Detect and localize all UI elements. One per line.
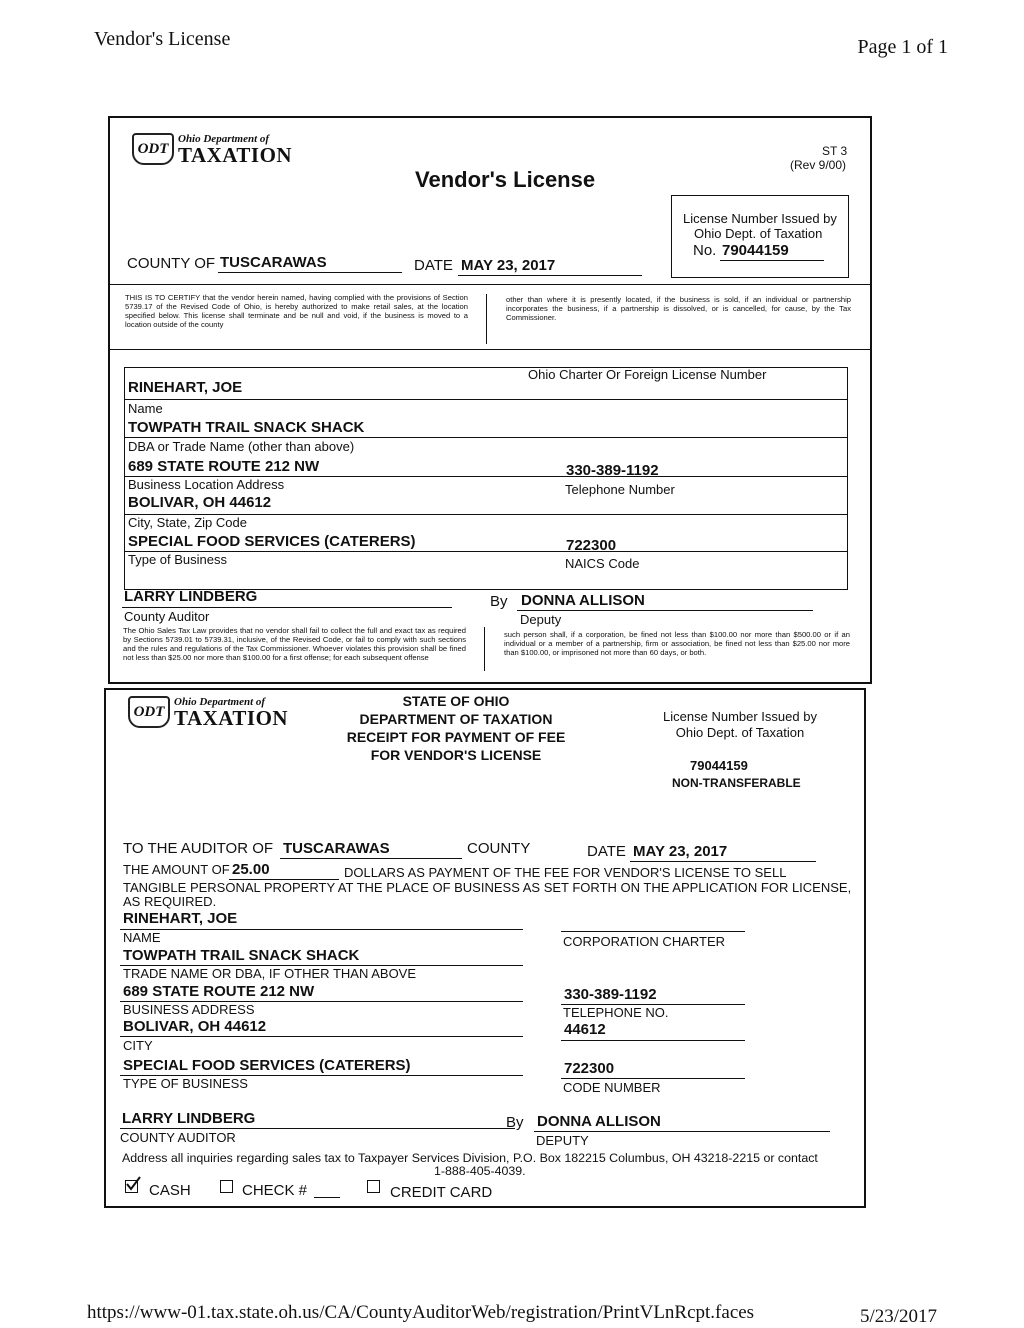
print-date: 5/23/2017 — [860, 1306, 938, 1327]
receipt-business-type-label: TYPE OF BUSINESS — [123, 1076, 248, 1091]
license-title: Vendor's License — [415, 167, 596, 192]
receipt-deputy-label: DEPUTY — [536, 1133, 589, 1148]
license-deputy: DONNA ALLISON — [521, 592, 645, 609]
form-rev: (Rev 9/00) — [790, 158, 847, 172]
receipt-auditor: LARRY LINDBERG — [122, 1110, 256, 1127]
license-name: RINEHART, JOE — [128, 379, 243, 396]
charter-label: Ohio Charter Or Foreign License Number — [528, 367, 767, 382]
receipt-code-label: CODE NUMBER — [563, 1080, 661, 1095]
county-value: TUSCARAWAS — [220, 254, 327, 271]
receipt-title-3: RECEIPT FOR PAYMENT OF FEE — [346, 729, 566, 745]
receipt-auditor-label: COUNTY AUDITOR — [120, 1130, 236, 1145]
certify-right-text: other than where it is presently located, if the business is sold, if an individual or partnership incorporates the business, if a partnership is dissolved, or is cancelled, for cause, by the Tax Commissioner. — [506, 295, 851, 322]
license-number: 79044159 — [722, 242, 789, 259]
receipt-amount-label: THE AMOUNT OF — [123, 862, 230, 877]
receipt-title-2: DEPARTMENT OF TAXATION — [359, 711, 553, 727]
receipt-county-label: COUNTY — [467, 840, 531, 857]
receipt-ohio-seal-icon: ODT — [128, 696, 170, 728]
license-auditor-label: County Auditor — [124, 609, 210, 624]
receipt-issued-2: Ohio Dept. of Taxation — [675, 725, 805, 740]
receipt-name: RINEHART, JOE — [123, 910, 238, 927]
print-title: Vendor's License — [94, 28, 231, 50]
receipt-amount: 25.00 — [232, 861, 270, 878]
license-business-type: SPECIAL FOOD SERVICES (CATERERS) — [128, 533, 416, 550]
receipt-odt-logo — [128, 696, 288, 728]
receipt-dollars-text: DOLLARS AS PAYMENT OF THE FEE FOR VENDOR'S LICENSE TO SELL — [344, 865, 787, 880]
receipt-as-required: AS REQUIRED. — [123, 894, 217, 909]
certify-left-text: THIS IS TO CERTIFY that the vendor herein named, having complied with the provisions of Section 5739.17 of the Revised Code of Ohio, is hereby authorized to make retail sales, at the location specified below. This license shall terminate and be null and void, if the business is moved to a location outside of the county — [125, 293, 468, 329]
license-city-label: City, State, Zip Code — [128, 515, 247, 530]
receipt-logo-dept: Ohio Department of — [174, 695, 266, 708]
ohio-seal-icon: ODT — [132, 133, 174, 165]
receipt-phone: 330-389-1192 — [564, 986, 657, 1003]
credit-card-label: CREDIT CARD — [390, 1184, 493, 1201]
cash-checkbox[interactable] — [125, 1180, 138, 1193]
receipt-corp-label: CORPORATION CHARTER — [563, 934, 726, 949]
receipt-name-label: NAME — [123, 930, 161, 945]
license-dba-label: DBA or Trade Name (other than above) — [128, 439, 355, 454]
county-label: COUNTY OF — [127, 255, 216, 272]
law-left-text: The Ohio Sales Tax Law provides that no vendor shall fail to collect the full and exact tax as required by Sections 5739.01 to 5739.31, inclusive, of the Revised Code, or fail to comply with such sections and the rules and regulations of the Tax Commissioner. Whoever violates this provision shall be fined not less than $25.00 nor more than $100.00 for a first offense; for each subsequent offense — [123, 626, 466, 662]
receipt-title-1: STATE OF OHIO — [402, 693, 510, 709]
license-naics-label: NAICS Code — [565, 556, 640, 571]
license-dba: TOWPATH TRAIL SNACK SHACK — [128, 419, 365, 436]
receipt-issued — [655, 709, 825, 741]
license-by-label: By — [490, 593, 508, 610]
license-issued-label-1: License Number Issued by — [683, 211, 837, 226]
check-checkbox[interactable] — [220, 1180, 233, 1193]
law-right-text: such person shall, if a corporation, be fined not less than $100.00 nor more than $500.00 or if an individual or a member of a partnership, firm or association, be fined not less than $25.00 nor more than $100.00, or imprisoned not more than 60 days, or both. — [504, 630, 850, 657]
license-address-label: Business Location Address — [128, 477, 285, 492]
receipt-date: MAY 23, 2017 — [633, 843, 728, 860]
license-no-label: No. — [693, 242, 717, 259]
license-phone: 330-389-1192 — [566, 462, 659, 479]
form-code: ST 3 — [822, 144, 848, 158]
credit-card-checkbox[interactable] — [367, 1180, 380, 1193]
license-naics: 722300 — [566, 537, 617, 554]
odt-logo — [132, 133, 292, 165]
receipt-county: TUSCARAWAS — [283, 840, 390, 857]
receipt-business-type: SPECIAL FOOD SERVICES (CATERERS) — [123, 1057, 411, 1074]
date-label: DATE — [414, 257, 453, 274]
receipt-address-label: BUSINESS ADDRESS — [123, 1002, 255, 1017]
receipt-to-auditor-label: TO THE AUDITOR OF — [123, 840, 274, 857]
receipt-deputy: DONNA ALLISON — [537, 1113, 661, 1130]
receipt-code: 722300 — [564, 1060, 615, 1077]
logo-dept: Ohio Department of — [178, 132, 270, 145]
checkmark-icon — [125, 1176, 141, 1192]
receipt-tangible-text: TANGIBLE PERSONAL PROPERTY AT THE PLACE OF BUSINESS AS SET FORTH ON THE APPLICATION FOR LICENSE, — [123, 880, 852, 895]
license-business-type-label: Type of Business — [128, 552, 227, 567]
receipt-non-transferable: NON-TRANSFERABLE — [672, 776, 801, 790]
receipt-title — [336, 692, 576, 764]
receipt-dba: TOWPATH TRAIL SNACK SHACK — [123, 947, 360, 964]
receipt-city-label: CITY — [123, 1038, 153, 1053]
receipt-address: 689 STATE ROUTE 212 NW — [123, 983, 315, 1000]
license-address: 689 STATE ROUTE 212 NW — [128, 458, 320, 475]
receipt-date-label: DATE — [587, 843, 626, 860]
receipt-inquiries-2: 1-888-405-4039. — [434, 1164, 526, 1178]
license-auditor: LARRY LINDBERG — [124, 588, 258, 605]
license-phone-label: Telephone Number — [565, 482, 675, 497]
logo-name: TAXATION — [178, 142, 293, 167]
page-number: Page 1 of 1 — [857, 36, 948, 58]
cash-label: CASH — [149, 1182, 191, 1199]
receipt-inquiries-1: Address all inquiries regarding sales tax to Taxpayer Services Division, P.O. Box 182215 Columbus, OH 43218-2215 or contact — [122, 1151, 818, 1165]
receipt-issued-1: License Number Issued by — [663, 709, 817, 724]
print-url: https://www-01.tax.state.oh.us/CA/CountyAuditorWeb/registration/PrintVLnRcpt.faces — [87, 1302, 755, 1323]
license-issued-label-2: Ohio Dept. of Taxation — [694, 226, 823, 241]
receipt-city: BOLIVAR, OH 44612 — [123, 1018, 267, 1035]
receipt-title-4: FOR VENDOR'S LICENSE — [370, 747, 542, 763]
receipt-zip: 44612 — [564, 1021, 606, 1038]
receipt-logo-name: TAXATION — [174, 705, 289, 730]
receipt-dba-label: TRADE NAME OR DBA, IF OTHER THAN ABOVE — [123, 966, 417, 981]
date-value: MAY 23, 2017 — [461, 257, 556, 274]
receipt-license-number: 79044159 — [690, 758, 748, 773]
license-city: BOLIVAR, OH 44612 — [128, 494, 272, 511]
receipt-phone-label: TELEPHONE NO. — [563, 1005, 669, 1020]
receipt-by-label: By — [506, 1114, 524, 1131]
license-deputy-label: Deputy — [520, 612, 562, 627]
check-label: CHECK # — [242, 1182, 308, 1199]
license-name-label: Name — [128, 401, 163, 416]
